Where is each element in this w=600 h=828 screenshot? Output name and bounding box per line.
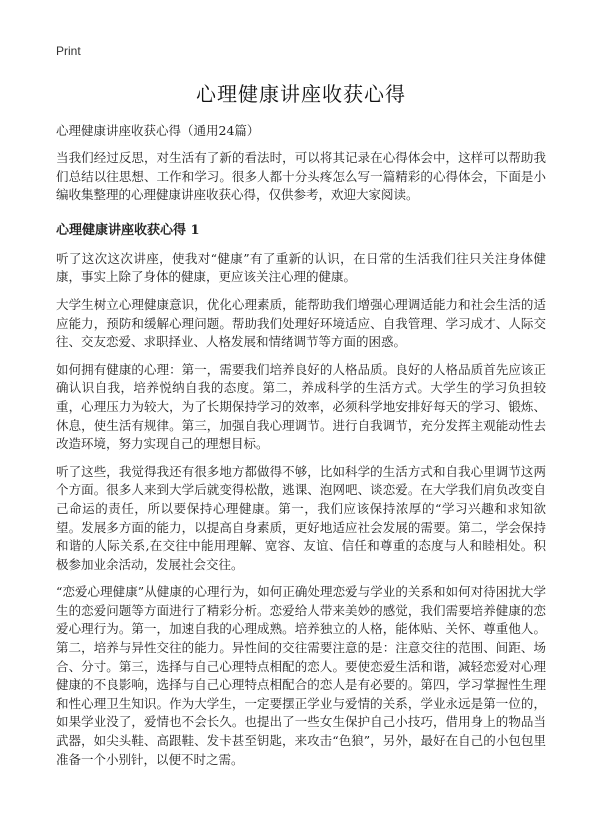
page-title: 心理健康讲座收获心得 (196, 82, 406, 106)
body-paragraph-4: 听了这些，我觉得我还有很多地方都做得不够，比如科学的生活方式和自我心里调节这两个方面。很多人来到大学后就变得松散，逃课、泡网吧、谈恋爱。在大学我们肩负改变自己命运的责任，所以要保持心理健康。第一，我们应该保持浓厚的“学习兴趣和求知欲望。发展多方面的能力，以提高自身素质，更好地适应社会发展的需要。第二，学会保持和谐的人际关系,在交往中能用理解、宽容、友谊、信任和尊重的态度与人和睦相处。积极参加业余活动，发展社会交往。 (56, 463, 546, 572)
body-paragraph-3: 如何拥有健康的心理：第一，需要我们培养良好的人格品质。良好的人格品质首先应该正确认识自我，培养悦纳自我的态度。第二，养成科学的生活方式。大学生的学习负担较重，心理压力为较大，为了长期保持学习的效率，必须科学地安排好每天的学习、锻炼、休息，使生活有规律。第三，加强自我心理调节。进行自我调节，充分发挥主观能动性去改造环境，努力实现自己的理想目标。 (56, 361, 546, 452)
document-subtitle: 心理健康讲座收获心得（通用24篇） (56, 123, 260, 138)
document-body (56, 149, 546, 778)
intro-paragraph: 当我们经过反思，对生活有了新的看法时，可以将其记录在心得体会中，这样可以帮助我们总结以往思想、工作和学习。很多人都十分头疼怎么写一篇精彩的心得体会，下面是小编收集整理的心理健康讲座收获心得，仅供参考，欢迎大家阅读。 (56, 150, 546, 203)
body-paragraph-2: 大学生树立心理健康意识，优化心理素质，能帮助我们增强心理调适能力和社会生活的适应能力，预防和缓解心理问题。帮助我们处理好环境适应、自我管理、学习成才、人际交往、交友恋爱、求职择业、人格发展和情绪调节等方面的困惑。 (56, 296, 546, 350)
print-link[interactable]: Print (56, 44, 81, 58)
section-heading: 心理健康讲座收获心得 1 (56, 222, 200, 238)
body-paragraph-5: “恋爱心理健康”从健康的心理行为，如何正确处理恋爱与学业的关系和如何对待困扰大学生的恋爱问题等方面进行了精彩分析。恋爱给人带来美妙的感觉，我们需要培养健康的恋爱心理行为。第一，加速自我的心理成熟。培养独立的人格，能体贴、关怀、尊重他人。第二，培养与异性交往的能力。异性间的交往需要注意的是：注意交往的范围、间距、场合、分寸。第三，选择与自己心理特点相配的恋人。要使恋爱生活和谐，减轻恋爱对心理健康的不良影响，选择与自己心理特点相配合的恋人是有必要的。第四，学习掌握性生理和性心理卫生知识。作为大学生，一定要摆正学业与爱情的关系，学业永远是第一位的，如果学业没了，爱情也不会长久。也提出了一些女生保护自己小技巧，借用身上的物品当武器，如尖头鞋、高跟鞋、发卡甚至钥匙，来攻击“色狼”，另外，最好在自己的小包包里准备一个小别针，以便不时之需。 (56, 584, 546, 767)
body-paragraph-1: 听了这次这次讲座，使我对“健康”有了重新的认识，在日常的生活我们往只关注身体健康，事实上除了身体的健康，更应该关注心理的健康。 (56, 250, 546, 285)
